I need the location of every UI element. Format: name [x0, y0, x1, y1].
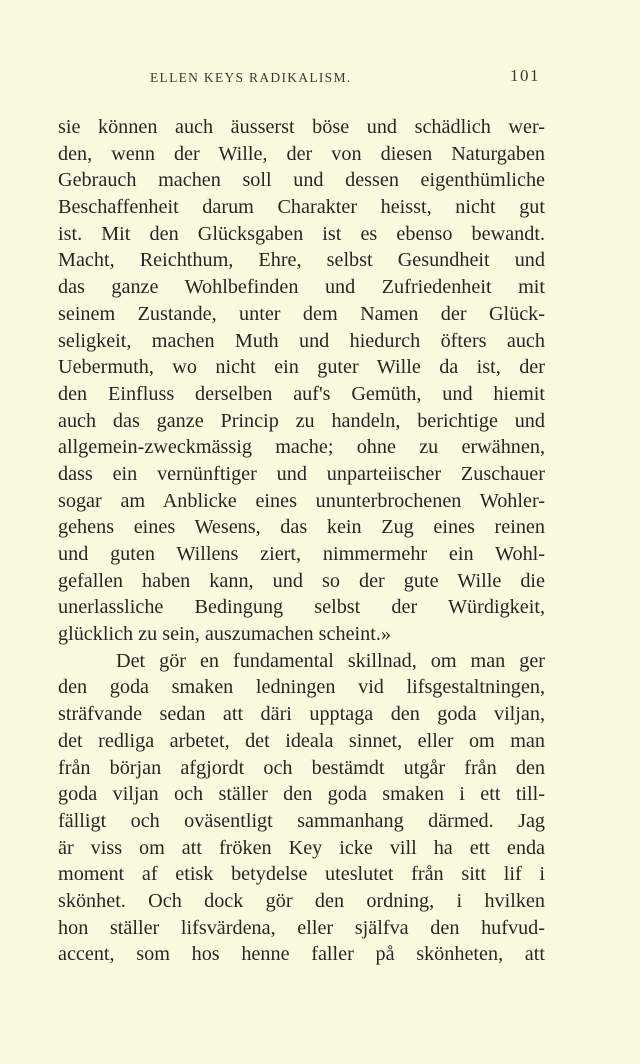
text-line: Beschaffenheit darum Charakter heisst, nicht gut	[58, 196, 545, 219]
running-head-title: ELLEN KEYS RADIKALISM.	[150, 70, 352, 85]
text-line: auch das ganze Princip zu handeln, berichtige und	[58, 409, 545, 432]
text-line: Gebrauch machen soll und dessen eigenthümliche	[58, 169, 545, 192]
text-line: und guten Willens ziert, nimmermehr ein Wohl-	[58, 543, 545, 565]
text-line: dass ein vernünftiger und unparteiischer Zuschauer	[58, 462, 545, 485]
text-line: sträfvande sedan att däri upptaga den goda viljan,	[58, 703, 545, 726]
text-line: hon ställer lifsvärdena, eller själfva den hufvud-	[58, 916, 545, 939]
text-line: den Einfluss derselben auf's Gemüth, und hiemit	[58, 382, 545, 405]
text-line: sie können auch äusserst böse und schädlich wer-	[58, 116, 545, 138]
page-number: 101	[510, 66, 540, 85]
text-line: seligkeit, machen Muth und hiedurch öfters auch	[58, 329, 545, 352]
paragraph-last-line: glücklich zu sein, auszumachen scheint.»	[58, 623, 391, 646]
text-line: allgemein-zweckmässig mache; ohne zu erwähnen,	[58, 436, 545, 459]
text-line: das ganze Wohlbefinden und Zufriedenheit mit	[58, 276, 545, 299]
text-line: Uebermuth, wo nicht ein guter Wille da ist, der	[58, 356, 545, 379]
text-line: accent, som hos henne faller på skönheten, att	[58, 943, 545, 966]
text-line: den, wenn der Wille, der von diesen Naturgaben	[58, 142, 545, 165]
text-line: unerlassliche Bedingung selbst der Würdigkeit,	[58, 596, 545, 619]
body-text	[58, 114, 545, 968]
paragraph-first-line: Det gör en fundamental skillnad, om man ger	[116, 649, 545, 672]
text-line: moment af etisk betydelse uteslutet från sitt lif i	[58, 863, 545, 886]
text-line: Macht, Reichthum, Ehre, selbst Gesundheit und	[58, 249, 545, 272]
text-line: goda viljan och ställer den goda smaken i ett till-	[58, 783, 545, 806]
text-line: från början afgjordt och bestämdt utgår från den	[58, 756, 545, 779]
text-line: gehens eines Wesens, das kein Zug eines reinen	[58, 516, 545, 539]
text-line: det redliga arbetet, det ideala sinnet, eller om man	[58, 729, 545, 752]
text-line: seinem Zustande, unter dem Namen der Glück-	[58, 302, 545, 325]
text-line: den goda smaken ledningen vid lifsgestaltningen,	[58, 676, 545, 699]
text-line: ist. Mit den Glücksgaben ist es ebenso bewandt.	[58, 222, 545, 245]
text-line: är viss om att fröken Key icke vill ha ett enda	[58, 836, 545, 859]
text-line: gefallen haben kann, und so der gute Wille die	[58, 569, 545, 592]
text-line: skönhet. Och dock gör den ordning, i hvilken	[58, 889, 545, 912]
text-line: sogar am Anblicke eines ununterbrochenen Wohler-	[58, 489, 545, 512]
text-line: fälligt och oväsentligt sammanhang därmed. Jag	[58, 809, 545, 832]
